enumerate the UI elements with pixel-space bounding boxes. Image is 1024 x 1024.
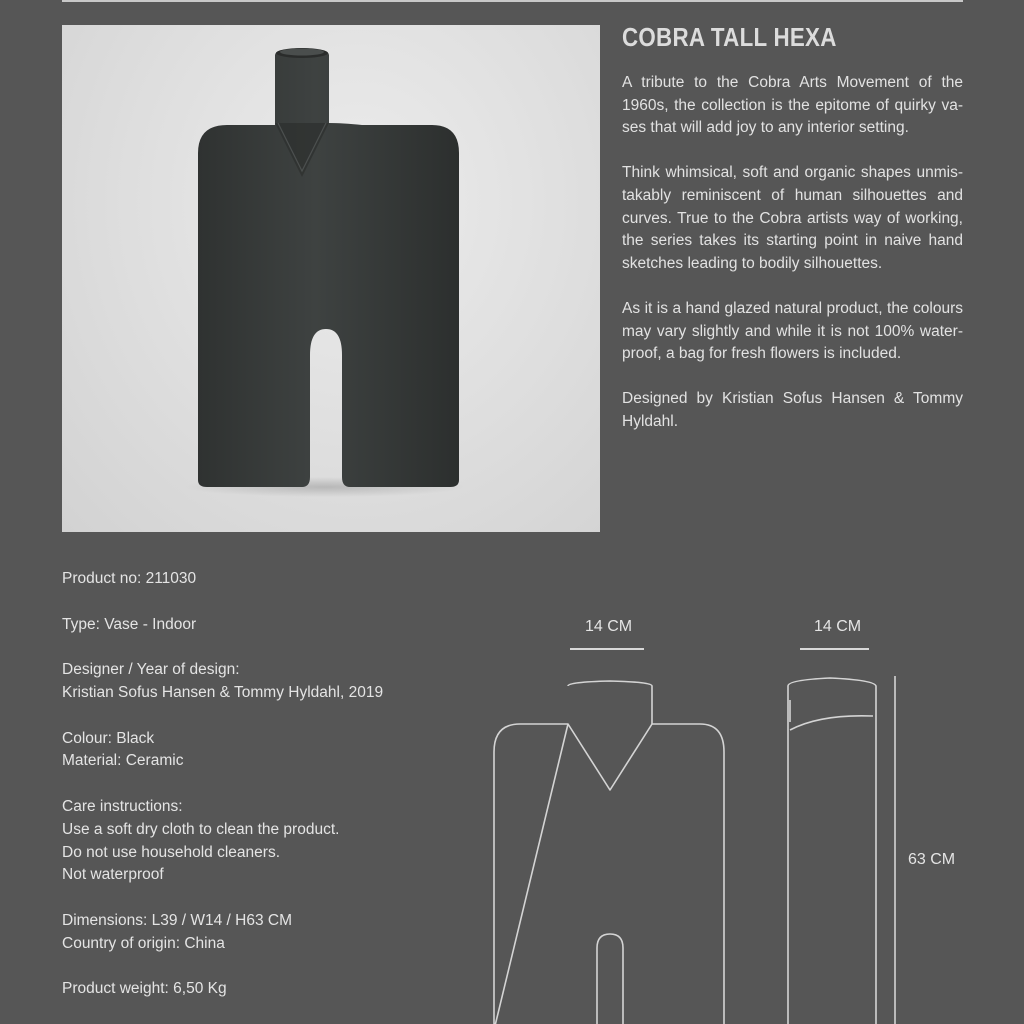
designer-label: Designer / Year of design: xyxy=(62,661,240,679)
height-label: 63 CM xyxy=(908,851,956,868)
dimensions: Dimensions: L39 / W14 / H63 CM xyxy=(62,911,293,929)
product-type: Type: Vase - Indoor xyxy=(62,615,197,633)
front-view-outline xyxy=(494,681,724,1024)
side-width-label: 14 CM xyxy=(814,618,862,635)
description-paragraph: Think whimsical, soft and organic shapes unmistakably reminiscent of human silhouettes and curves. True to the Cobra artists way of working, the series takes its starting point in naive hand sketches leading to bodily silhouettes. xyxy=(622,164,963,272)
care-instruction: Use a soft dry cloth to clean the product. xyxy=(62,820,340,838)
designer-value: Kristian Sofus Hansen & Tommy Hyldahl, 2019 xyxy=(62,683,384,701)
front-width-label: 14 CM xyxy=(585,618,633,635)
product-weight: Product weight: 6,50 Kg xyxy=(62,980,227,998)
front-view-fold xyxy=(568,724,652,790)
care-label: Care instructions: xyxy=(62,797,183,815)
colour: Colour: Black xyxy=(62,729,155,747)
side-view-outline xyxy=(788,678,876,1024)
side-view-shoulder xyxy=(790,716,873,730)
front-view-gap xyxy=(597,934,623,1024)
description-paragraph: As it is a hand glazed natural product, the colours may vary slightly and while it is not 100% waterproof, a bag for fresh flowers is included. xyxy=(622,299,963,363)
product-title: COBRA TALL HEXA xyxy=(622,22,837,52)
care-instruction: Do not use household cleaners. xyxy=(62,843,281,861)
care-instruction: Not waterproof xyxy=(62,866,164,884)
product-number: Product no: 211030 xyxy=(62,570,197,587)
description-paragraph: Designed by Kristian Sofus Hansen & Tommy Hyldahl. xyxy=(622,390,963,430)
country-of-origin: Country of origin: China xyxy=(62,934,225,952)
description-paragraph: A tribute to the Cobra Arts Movement of the 1960s, the collection is the epitome of quirky vases that will add joy to any interior setting. xyxy=(622,74,963,137)
material: Material: Ceramic xyxy=(62,752,184,770)
